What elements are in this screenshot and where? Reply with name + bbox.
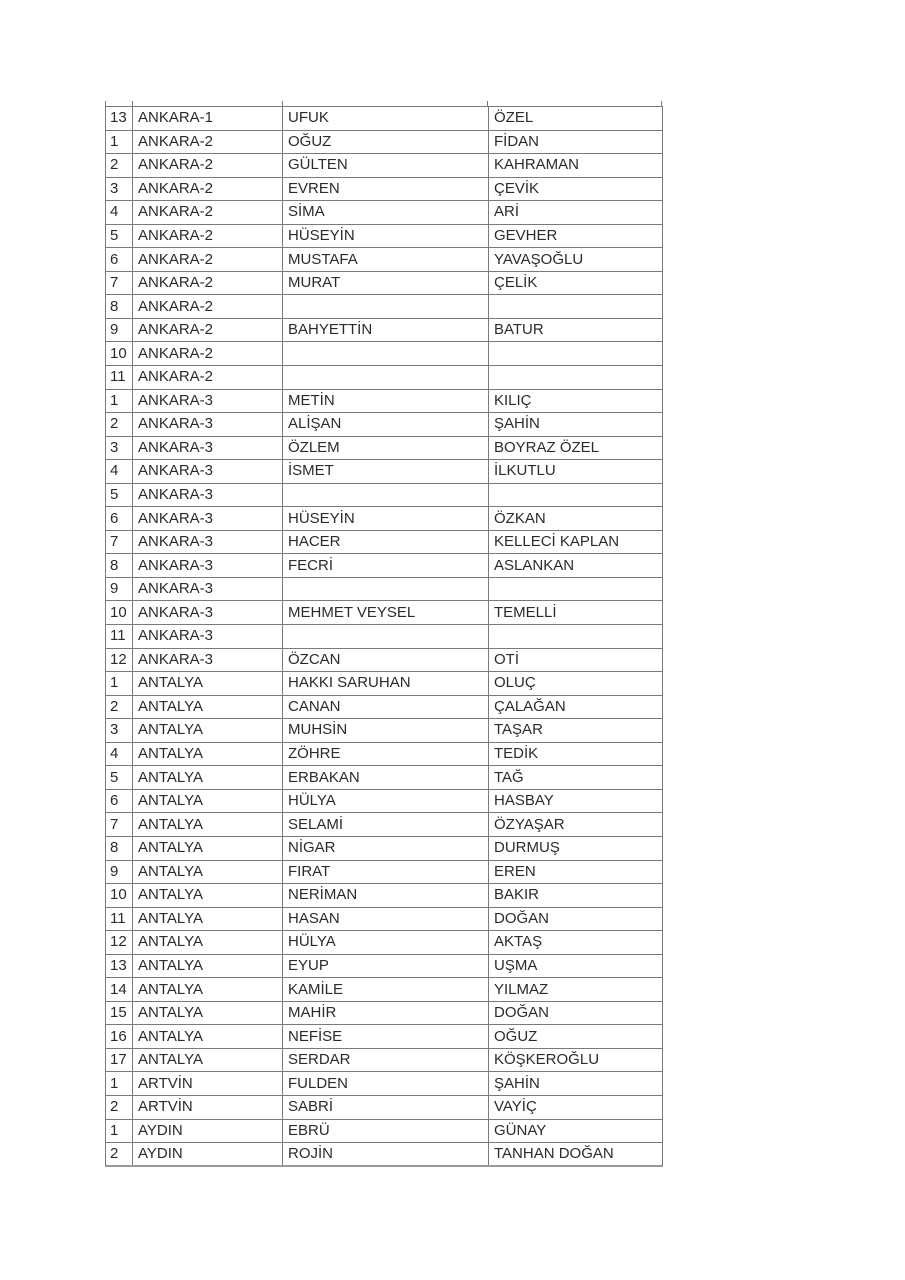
cell-district: ANKARA-3 [133,460,283,484]
cell-district: ANTALYA [133,672,283,696]
table-row [106,436,663,460]
cell-first-name: FECRİ [283,554,489,578]
cell-first-name: ERBAKAN [283,766,489,790]
cell-last-name: OLUÇ [489,672,663,696]
table-row [106,248,663,272]
cell-first-name [283,625,489,649]
cell-last-name: ŞAHİN [489,1072,663,1096]
cell-first-name: METİN [283,389,489,413]
cell-first-name: ALİŞAN [283,413,489,437]
cell-last-name: DOĞAN [489,907,663,931]
table-row [106,1072,663,1096]
cell-row-number: 4 [106,742,133,766]
cell-first-name: SİMA [283,201,489,225]
cell-row-number: 7 [106,813,133,837]
cell-row-number: 9 [106,860,133,884]
table-row [106,978,663,1002]
cell-first-name: HÜSEYİN [283,507,489,531]
table-row [106,719,663,743]
cell-row-number: 6 [106,507,133,531]
cell-district: ANTALYA [133,836,283,860]
cell-district: ANTALYA [133,907,283,931]
cell-district: ANTALYA [133,742,283,766]
cell-last-name [489,366,663,390]
cell-row-number: 8 [106,295,133,319]
cell-last-name: İLKUTLU [489,460,663,484]
cell-row-number: 12 [106,648,133,672]
table-row [106,931,663,955]
table-row [106,766,663,790]
cell-district: ANKARA-2 [133,318,283,342]
cell-district: ANKARA-3 [133,389,283,413]
cell-first-name [283,295,489,319]
table-row [106,366,663,390]
cell-district: ANKARA-2 [133,366,283,390]
cell-last-name: ÖZYAŞAR [489,813,663,837]
cell-district: ANKARA-1 [133,107,283,131]
cell-last-name: ÇELİK [489,271,663,295]
cell-district: ANKARA-2 [133,130,283,154]
table-row [106,271,663,295]
cell-first-name: UFUK [283,107,489,131]
table-row [106,672,663,696]
table-row [106,201,663,225]
cell-first-name: HACER [283,530,489,554]
cell-last-name: ARİ [489,201,663,225]
cell-first-name: MUSTAFA [283,248,489,272]
table-row [106,507,663,531]
cell-first-name: ZÖHRE [283,742,489,766]
table-row [106,625,663,649]
table-row [106,389,663,413]
table-row [106,1048,663,1072]
cell-row-number: 7 [106,530,133,554]
cell-row-number: 8 [106,836,133,860]
cell-row-number: 2 [106,154,133,178]
cell-row-number: 3 [106,719,133,743]
table-row [106,601,663,625]
cell-first-name: OĞUZ [283,130,489,154]
cell-district: ANKARA-2 [133,154,283,178]
cell-row-number: 1 [106,130,133,154]
cell-first-name: SELAMİ [283,813,489,837]
cell-row-number: 13 [106,107,133,131]
cell-row-number: 6 [106,789,133,813]
cell-last-name: ÇEVİK [489,177,663,201]
table-row [106,789,663,813]
cell-district: ANTALYA [133,789,283,813]
table-row [106,1143,663,1167]
table-row [106,177,663,201]
table-row [106,130,663,154]
cell-first-name: HÜLYA [283,931,489,955]
cell-first-name: NEFİSE [283,1025,489,1049]
cell-last-name: YILMAZ [489,978,663,1002]
cell-row-number: 9 [106,318,133,342]
cell-last-name [489,625,663,649]
cell-row-number: 2 [106,413,133,437]
cell-first-name: MURAT [283,271,489,295]
cell-district: ANTALYA [133,1025,283,1049]
table-row [106,813,663,837]
cell-district: ANKARA-2 [133,342,283,366]
cell-district: ANKARA-2 [133,271,283,295]
cell-row-number: 5 [106,766,133,790]
cell-first-name: SERDAR [283,1048,489,1072]
table-row [106,554,663,578]
cell-row-number: 11 [106,907,133,931]
table-row [106,342,663,366]
cell-district: ANKARA-3 [133,577,283,601]
cell-district: ANTALYA [133,931,283,955]
cell-last-name: EREN [489,860,663,884]
cell-first-name: KAMİLE [283,978,489,1002]
cell-district: ANTALYA [133,813,283,837]
cell-last-name: TAŞAR [489,719,663,743]
cell-last-name: BAKIR [489,884,663,908]
cell-first-name: MUHSİN [283,719,489,743]
cell-row-number: 2 [106,1095,133,1119]
cell-row-number: 3 [106,177,133,201]
cell-last-name [489,483,663,507]
cell-district: ANTALYA [133,695,283,719]
cell-district: ANKARA-3 [133,483,283,507]
cell-last-name: TAĞ [489,766,663,790]
cell-last-name: FİDAN [489,130,663,154]
table-row [106,695,663,719]
cell-row-number: 16 [106,1025,133,1049]
cell-last-name: DOĞAN [489,1001,663,1025]
table-row [106,907,663,931]
cell-first-name: CANAN [283,695,489,719]
cell-row-number: 13 [106,954,133,978]
table-row [106,1001,663,1025]
table-row [106,860,663,884]
cell-last-name: OTİ [489,648,663,672]
cell-first-name: HÜLYA [283,789,489,813]
cell-district: AYDIN [133,1143,283,1167]
cell-first-name: SABRİ [283,1095,489,1119]
cell-last-name: OĞUZ [489,1025,663,1049]
cell-district: ANKARA-3 [133,507,283,531]
cell-row-number: 4 [106,460,133,484]
cell-row-number: 8 [106,554,133,578]
cell-district: ANKARA-2 [133,224,283,248]
cell-last-name: DURMUŞ [489,836,663,860]
cell-first-name: HASAN [283,907,489,931]
cell-last-name: GÜNAY [489,1119,663,1143]
cell-row-number: 15 [106,1001,133,1025]
cell-row-number: 10 [106,601,133,625]
cell-district: ANKARA-3 [133,413,283,437]
cell-district: ANTALYA [133,1048,283,1072]
cell-first-name: FULDEN [283,1072,489,1096]
cell-last-name: BATUR [489,318,663,342]
cell-district: ANKARA-2 [133,248,283,272]
cell-first-name: NERİMAN [283,884,489,908]
cell-district: ANKARA-3 [133,601,283,625]
cell-first-name: EBRÜ [283,1119,489,1143]
cell-first-name: ÖZLEM [283,436,489,460]
cell-district: ANTALYA [133,954,283,978]
cell-row-number: 6 [106,248,133,272]
cell-last-name: ASLANKAN [489,554,663,578]
cell-last-name: VAYİÇ [489,1095,663,1119]
cell-row-number: 2 [106,695,133,719]
cell-district: ANKARA-3 [133,530,283,554]
cell-district: ANTALYA [133,884,283,908]
table-row [106,413,663,437]
cell-district: ANTALYA [133,1001,283,1025]
cell-last-name: KILIÇ [489,389,663,413]
cell-row-number: 11 [106,625,133,649]
cell-row-number: 11 [106,366,133,390]
cell-first-name: EVREN [283,177,489,201]
cell-first-name: HAKKI SARUHAN [283,672,489,696]
cell-last-name: TANHAN DOĞAN [489,1143,663,1167]
cell-last-name [489,342,663,366]
cell-row-number: 3 [106,436,133,460]
cell-district: ANTALYA [133,860,283,884]
cell-last-name: TEMELLİ [489,601,663,625]
cell-row-number: 17 [106,1048,133,1072]
cell-first-name [283,577,489,601]
cell-district: ARTVİN [133,1072,283,1096]
cell-first-name [283,342,489,366]
cell-district: ANTALYA [133,978,283,1002]
cell-first-name [283,483,489,507]
cell-first-name: NİGAR [283,836,489,860]
cell-last-name: ÖZEL [489,107,663,131]
table-row [106,483,663,507]
cell-row-number: 2 [106,1143,133,1167]
cell-last-name: HASBAY [489,789,663,813]
cell-first-name: MAHİR [283,1001,489,1025]
cell-row-number: 5 [106,483,133,507]
cell-district: ARTVİN [133,1095,283,1119]
cell-row-number: 12 [106,931,133,955]
cell-first-name: HÜSEYİN [283,224,489,248]
cell-district: ANKARA-3 [133,625,283,649]
cell-district: ANKARA-2 [133,295,283,319]
table-row [106,224,663,248]
cell-first-name: ROJİN [283,1143,489,1167]
cell-district: ANKARA-3 [133,554,283,578]
candidates-table [105,106,663,1167]
cell-last-name [489,295,663,319]
cell-last-name: KELLECİ KAPLAN [489,530,663,554]
cell-row-number: 9 [106,577,133,601]
cell-row-number: 1 [106,389,133,413]
cell-last-name: GEVHER [489,224,663,248]
table-row [106,154,663,178]
table-row [106,1119,663,1143]
cell-row-number: 14 [106,978,133,1002]
cell-row-number: 4 [106,201,133,225]
table-row [106,884,663,908]
cell-row-number: 7 [106,271,133,295]
cell-first-name [283,366,489,390]
cell-row-number: 5 [106,224,133,248]
cell-last-name: AKTAŞ [489,931,663,955]
cell-row-number: 10 [106,884,133,908]
table-row [106,530,663,554]
cell-first-name: ÖZCAN [283,648,489,672]
cell-last-name [489,577,663,601]
table-row [106,1095,663,1119]
cell-district: AYDIN [133,1119,283,1143]
table-row [106,460,663,484]
cell-first-name: MEHMET VEYSEL [283,601,489,625]
cell-district: ANTALYA [133,719,283,743]
table-row [106,107,663,131]
cell-district: ANKARA-3 [133,436,283,460]
table-row [106,318,663,342]
table-row [106,577,663,601]
cell-first-name: BAHYETTİN [283,318,489,342]
cell-district: ANKARA-3 [133,648,283,672]
cell-first-name: İSMET [283,460,489,484]
cell-first-name: EYUP [283,954,489,978]
table-row [106,295,663,319]
cell-last-name: ÖZKAN [489,507,663,531]
cell-last-name: ŞAHİN [489,413,663,437]
cell-first-name: GÜLTEN [283,154,489,178]
cell-last-name: BOYRAZ ÖZEL [489,436,663,460]
cell-last-name: UŞMA [489,954,663,978]
cell-district: ANKARA-2 [133,201,283,225]
cell-first-name: FIRAT [283,860,489,884]
table-row [106,954,663,978]
table-row [106,742,663,766]
table-row [106,836,663,860]
cell-last-name: ÇALAĞAN [489,695,663,719]
cell-last-name: TEDİK [489,742,663,766]
cell-last-name: YAVAŞOĞLU [489,248,663,272]
table-row [106,648,663,672]
cell-row-number: 1 [106,1119,133,1143]
cell-last-name: KAHRAMAN [489,154,663,178]
cell-row-number: 10 [106,342,133,366]
cell-district: ANTALYA [133,766,283,790]
table-row [106,1025,663,1049]
cell-row-number: 1 [106,672,133,696]
cell-row-number: 1 [106,1072,133,1096]
cell-last-name: KÖŞKEROĞLU [489,1048,663,1072]
cell-district: ANKARA-2 [133,177,283,201]
